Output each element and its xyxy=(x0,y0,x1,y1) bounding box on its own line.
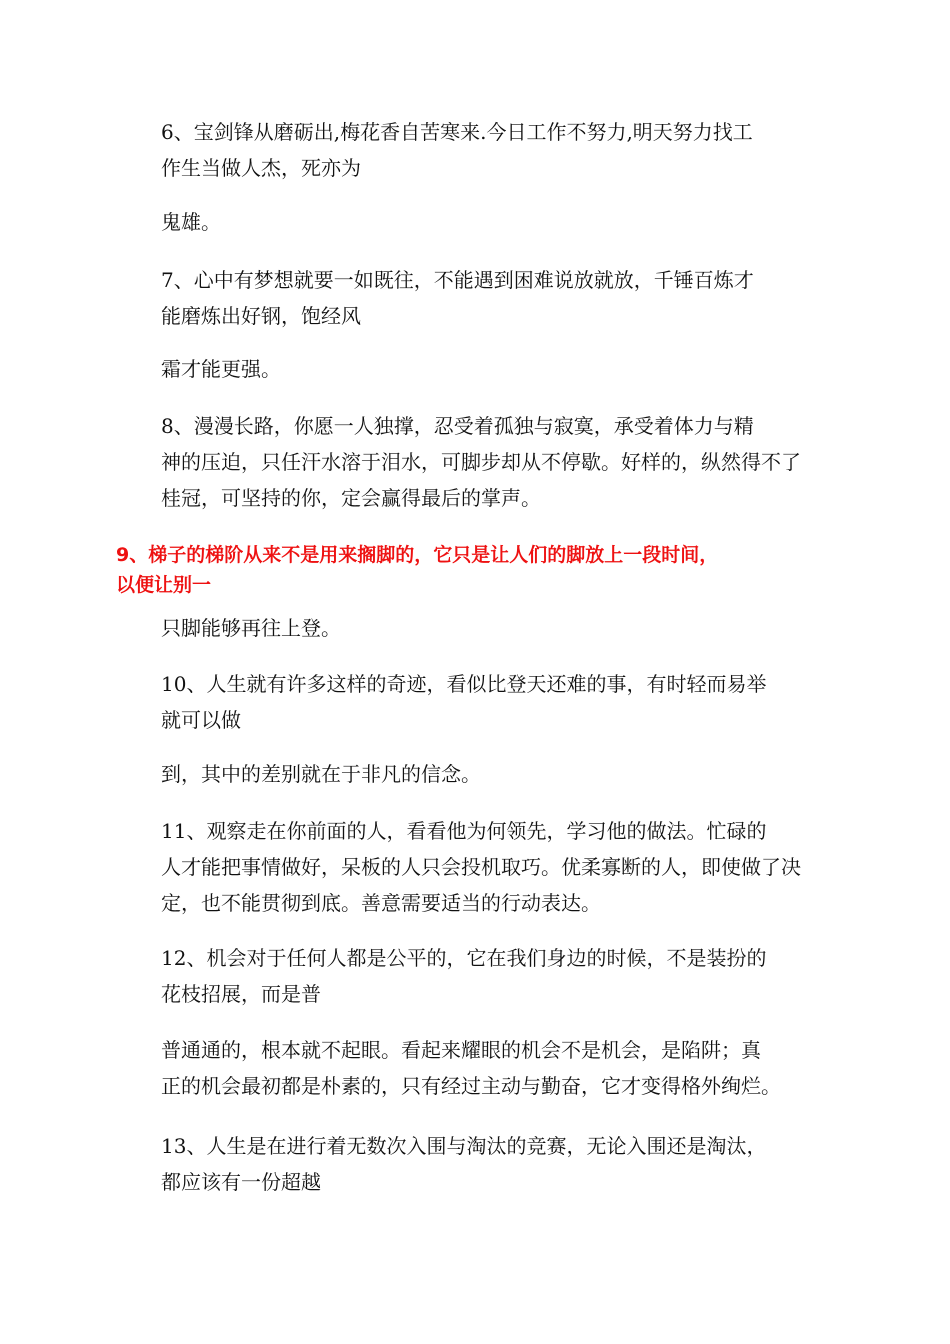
text-line: 12、机会对于任何人都是公平的，它在我们身边的时候，不是装扮的 xyxy=(161,946,767,970)
text-line: 鬼雄。 xyxy=(161,210,221,234)
text-line: 以便让别一 xyxy=(116,574,212,596)
text-line: 9、梯子的梯阶从来不是用来搁脚的，它只是让人们的脚放上一段时间， xyxy=(116,544,719,566)
paragraph-12-cont xyxy=(116,1032,836,1104)
paragraph-11 xyxy=(116,813,836,921)
text-line: 只脚能够再往上登。 xyxy=(161,616,341,640)
text-line: 6、宝剑锋从磨砺出,梅花香自苦寒来.今日工作不努力,明天努力找工 xyxy=(161,120,753,144)
text-line: 到，其中的差别就在于非凡的信念。 xyxy=(161,762,481,786)
text-line: 霜才能更强。 xyxy=(161,357,281,381)
text-line: 定，也不能贯彻到底。善意需要适当的行动表达。 xyxy=(161,891,601,915)
text-line: 能磨炼出好钢，饱经风 xyxy=(161,304,361,328)
text-line: 正的机会最初都是朴素的，只有经过主动与勤奋，它才变得格外绚烂。 xyxy=(161,1074,781,1098)
text-line: 都应该有一份超越 xyxy=(161,1170,321,1194)
paragraph-6-cont xyxy=(116,204,836,240)
paragraph-13 xyxy=(116,1128,836,1200)
paragraph-7 xyxy=(116,262,836,334)
paragraph-7-cont xyxy=(116,351,836,387)
text-line: 神的压迫，只任汗水溶于泪水，可脚步却从不停歇。好样的，纵然得不了 xyxy=(161,450,801,474)
text-line: 桂冠，可坚持的你，定会赢得最后的掌声。 xyxy=(161,486,541,510)
text-line: 人才能把事情做好，呆板的人只会投机取巧。优柔寡断的人，即使做了决 xyxy=(161,855,801,879)
paragraph-10 xyxy=(116,666,836,738)
highlighted-heading-9 xyxy=(116,540,836,600)
text-line: 花枝招展，而是普 xyxy=(161,982,321,1006)
text-line: 10、人生就有许多这样的奇迹，看似比登天还难的事，有时轻而易举 xyxy=(161,672,767,696)
text-line: 7、心中有梦想就要一如既往，不能遇到困难说放就放，千锤百炼才 xyxy=(161,268,754,292)
text-line: 8、漫漫长路，你愿一人独撑，忍受着孤独与寂寞，承受着体力与精 xyxy=(161,414,754,438)
paragraph-6 xyxy=(116,114,836,186)
paragraph-8 xyxy=(116,408,836,516)
paragraph-12 xyxy=(116,940,836,1012)
text-line: 13、人生是在进行着无数次入围与淘汰的竞赛，无论入围还是淘汰， xyxy=(161,1134,767,1158)
text-line: 就可以做 xyxy=(161,708,241,732)
paragraph-10-cont xyxy=(116,756,836,792)
text-line: 普通通的，根本就不起眼。看起来耀眼的机会不是机会，是陷阱；真 xyxy=(161,1038,761,1062)
paragraph-9-cont xyxy=(116,610,836,646)
text-line: 11、观察走在你前面的人，看看他为何领先，学习他的做法。忙碌的 xyxy=(161,819,767,843)
text-line: 作生当做人杰，死亦为 xyxy=(161,156,361,180)
